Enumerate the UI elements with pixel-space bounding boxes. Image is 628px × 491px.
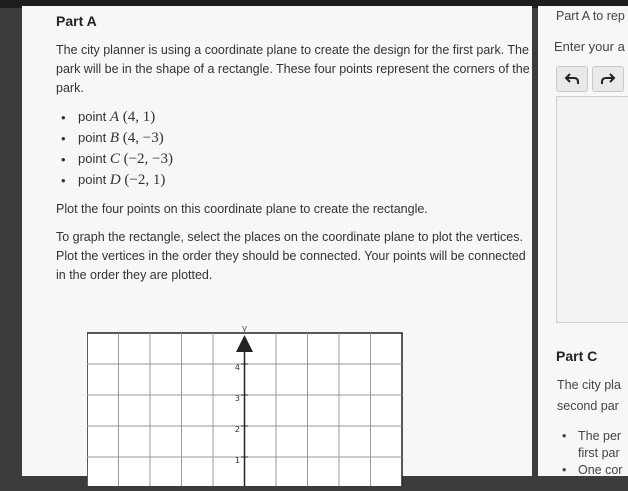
y-tick-label: 3 <box>234 394 240 403</box>
list-item: • One cor <box>558 462 622 476</box>
y-tick-label: 4 <box>234 363 240 372</box>
points-list <box>52 109 173 193</box>
redo-arrow-icon <box>600 72 616 86</box>
question-panel <box>22 6 532 476</box>
list-item: • point A (4, 1) <box>52 109 173 130</box>
list-item: • point D (−2, 1) <box>52 172 173 193</box>
enter-answer-label: Enter your a <box>554 39 625 54</box>
undo-arrow-icon <box>564 72 580 86</box>
coordinate-plane[interactable] <box>87 316 407 491</box>
graph-help-paragraph: To graph the rectangle, select the places on the coordinate plane to plot the vertices. Plot the vertices in the order they should be connected. Your points will be connected in the order they are plotted. <box>56 230 526 282</box>
part-a-title: Part A <box>56 13 97 29</box>
list-item: • point B (4, −3) <box>52 130 173 151</box>
intro-paragraph: The city planner is using a coordinate plane to create the design for the first park. The park will be in the shape of a rectangle. These four points represent the corners of the park. <box>56 43 530 95</box>
part-c-line: The city pla <box>557 378 621 392</box>
coordinate-plane-svg[interactable] <box>87 316 407 486</box>
part-c-line: second par <box>557 399 619 413</box>
y-tick-label: 1 <box>234 456 240 465</box>
part-a-header: Part A to rep <box>556 9 625 23</box>
redo-button[interactable] <box>592 66 624 92</box>
list-item: • The per first par <box>558 428 622 462</box>
answer-input-area[interactable] <box>556 96 628 323</box>
y-axis-label: y <box>241 324 248 334</box>
part-c-title: Part C <box>556 348 598 364</box>
list-item: • point C (−2, −3) <box>52 151 173 172</box>
undo-button[interactable] <box>556 66 588 92</box>
y-tick-label: 2 <box>234 425 240 434</box>
side-panel <box>538 6 628 476</box>
plot-instruction: Plot the four points on this coordinate plane to create the rectangle. <box>56 202 428 216</box>
part-c-bullets <box>558 428 622 476</box>
